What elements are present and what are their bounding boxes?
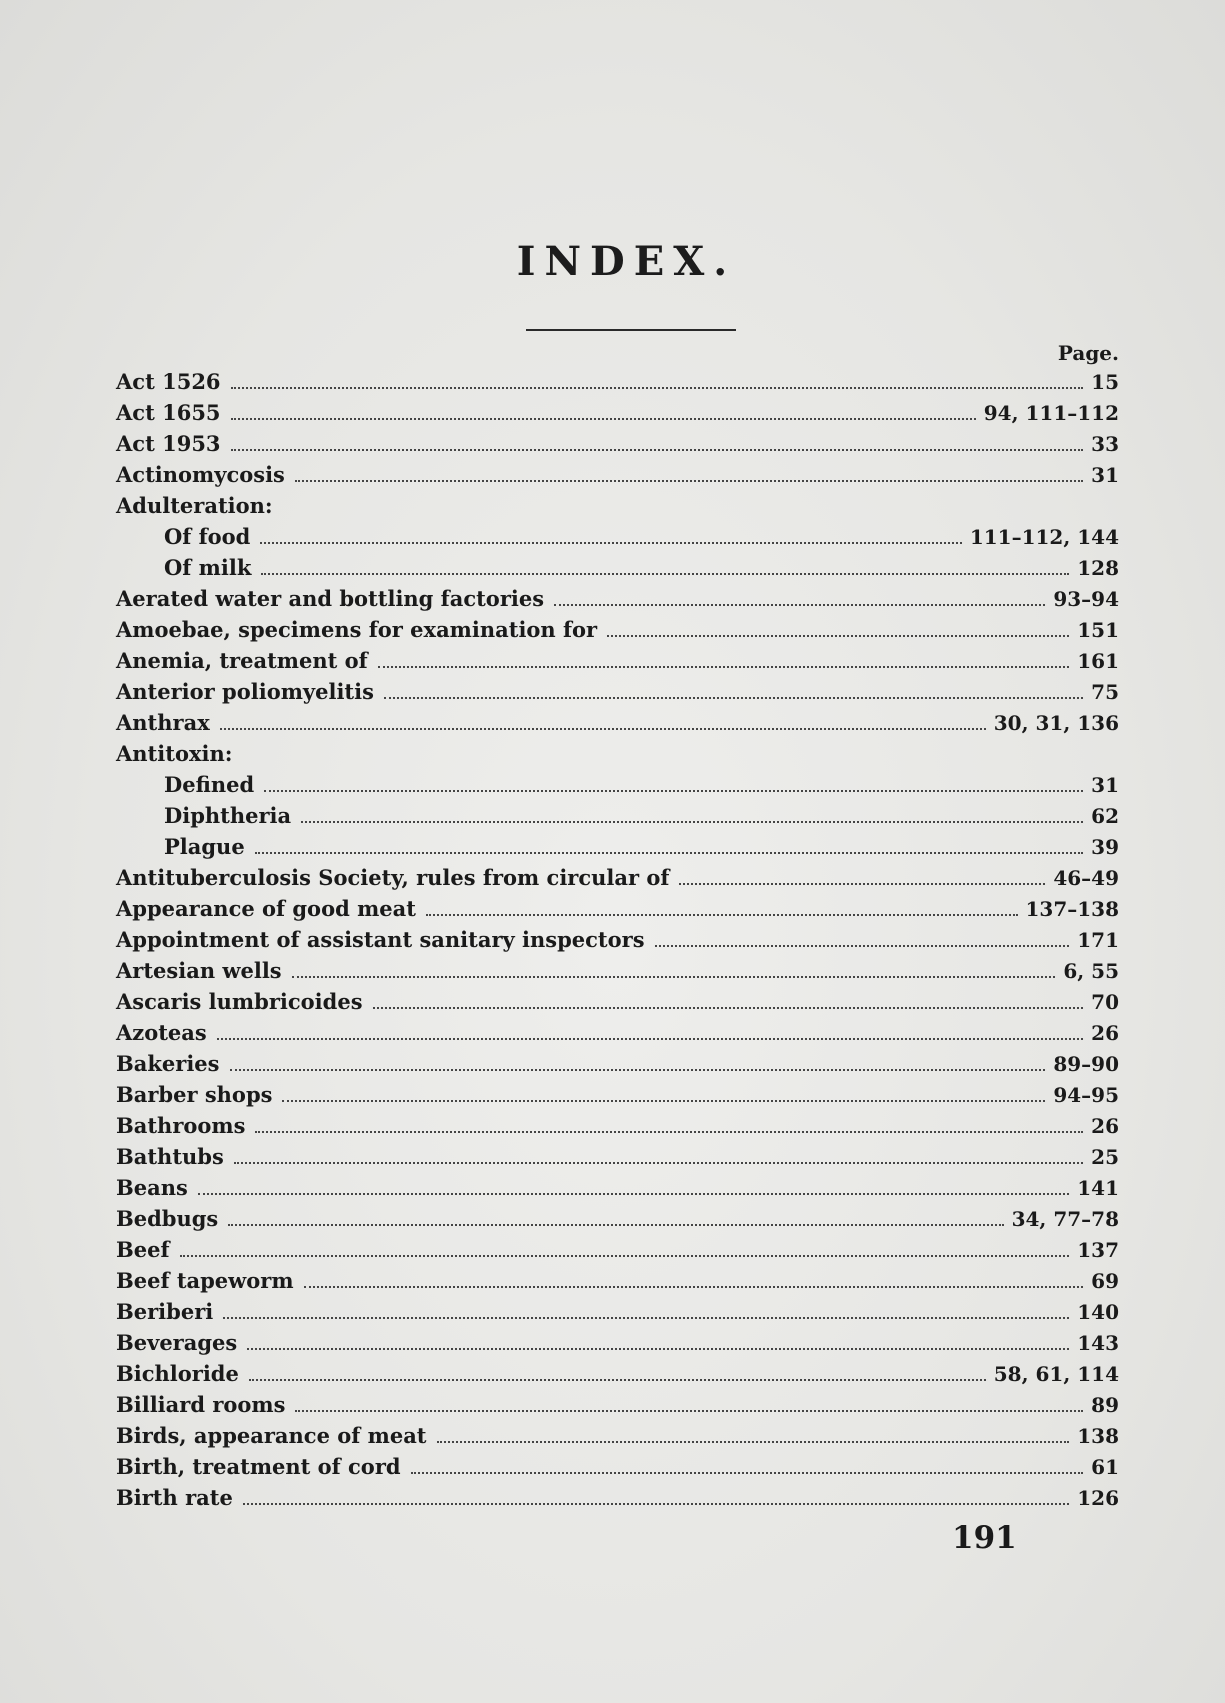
index-entry (116, 924, 1119, 955)
entry-page: 137–138 (1025, 897, 1119, 921)
entry-page: 69 (1091, 1269, 1119, 1293)
dot-leader (679, 883, 1045, 885)
entry-page: 140 (1077, 1300, 1119, 1324)
entry-label: Act 1655 (116, 400, 221, 425)
index-entry (116, 1234, 1119, 1265)
entry-label: Adulteration: (116, 493, 273, 518)
index-subentry (116, 800, 1119, 831)
entry-page: 161 (1077, 649, 1119, 673)
index-heading (116, 490, 1119, 521)
index-entry (116, 1327, 1119, 1358)
entry-label: Amoebae, specimens for examination for (116, 617, 598, 642)
dot-leader (247, 1348, 1069, 1350)
entry-label: Plague (164, 834, 245, 859)
entry-label: Beef (116, 1237, 170, 1262)
page-title: INDEX. (516, 238, 737, 285)
index-entry (116, 1110, 1119, 1141)
entry-page: 30, 31, 136 (993, 711, 1119, 735)
entry-label: Beriberi (116, 1299, 214, 1324)
entry-label: Birth rate (116, 1485, 233, 1510)
entry-page: 94–95 (1053, 1083, 1119, 1107)
entry-label: Defined (164, 772, 255, 797)
entry-label: Diphtheria (164, 803, 292, 828)
dot-leader (607, 635, 1069, 637)
dot-leader (249, 1379, 986, 1381)
entry-page: 126 (1077, 1486, 1119, 1510)
entry-label: Bakeries (116, 1051, 220, 1076)
entry-page: 141 (1077, 1176, 1119, 1200)
entry-label: Billiard rooms (116, 1392, 286, 1417)
entry-page: 93–94 (1053, 587, 1119, 611)
entry-page: 61 (1091, 1455, 1119, 1479)
index-entry (116, 1172, 1119, 1203)
entry-label: Bedbugs (116, 1206, 219, 1231)
dot-leader (378, 666, 1070, 668)
entry-page: 70 (1091, 990, 1119, 1014)
entry-page: 34, 77–78 (1011, 1207, 1119, 1231)
dot-leader (295, 480, 1083, 482)
entry-page: 89 (1091, 1393, 1119, 1417)
entry-label: Barber shops (116, 1082, 273, 1107)
entry-page: 31 (1091, 463, 1119, 487)
dot-leader (255, 1131, 1083, 1133)
index-subentry (116, 521, 1119, 552)
entry-label: Appearance of good meat (116, 896, 416, 921)
entry-page: 25 (1091, 1145, 1119, 1169)
dot-leader (301, 821, 1083, 823)
index-subentry (116, 769, 1119, 800)
index-entry (116, 1017, 1119, 1048)
entry-label: Anemia, treatment of (116, 648, 368, 673)
index-entry (116, 1420, 1119, 1451)
page-number: 191 (952, 1520, 1017, 1556)
entry-label: Appointment of assistant sanitary inspectors (116, 927, 645, 952)
dot-leader (228, 1224, 1003, 1226)
entry-page: 143 (1077, 1331, 1119, 1355)
title-rule (526, 329, 736, 331)
dot-leader (264, 790, 1083, 792)
index-entry (116, 1451, 1119, 1482)
entry-page: 6, 55 (1063, 959, 1119, 983)
dot-leader (260, 542, 961, 544)
index-entry (116, 862, 1119, 893)
index-entry (116, 583, 1119, 614)
entry-page: 31 (1091, 773, 1119, 797)
index-subentry (116, 831, 1119, 862)
index-entry (116, 1358, 1119, 1389)
dot-leader (230, 1069, 1046, 1071)
dot-leader (384, 697, 1083, 699)
entry-label: Birth, treatment of cord (116, 1454, 401, 1479)
entry-label: Of food (164, 524, 251, 549)
dot-leader (231, 449, 1084, 451)
dot-leader (282, 1100, 1045, 1102)
entry-label: Anthrax (116, 710, 210, 735)
entry-label: Beverages (116, 1330, 238, 1355)
dot-leader (243, 1503, 1069, 1505)
entry-label: Act 1953 (116, 431, 221, 456)
entry-page: 171 (1077, 928, 1119, 952)
index-entry (116, 1389, 1119, 1420)
entry-page: 58, 61, 114 (993, 1362, 1119, 1386)
index-entry (116, 366, 1119, 397)
index-entry (116, 1079, 1119, 1110)
index-entry (116, 459, 1119, 490)
index-entry (116, 707, 1119, 738)
dot-leader (231, 387, 1084, 389)
dot-leader (426, 914, 1018, 916)
dot-leader (292, 976, 1056, 978)
index-entry (116, 645, 1119, 676)
entry-label: Antitoxin: (116, 741, 233, 766)
index-entry (116, 614, 1119, 645)
index-entry (116, 986, 1119, 1017)
index-entry (116, 1482, 1119, 1513)
dot-leader (261, 573, 1069, 575)
entry-page: 94, 111–112 (983, 401, 1119, 425)
entry-page: 46–49 (1053, 866, 1119, 890)
dot-leader (198, 1193, 1069, 1195)
dot-leader (180, 1255, 1070, 1257)
entry-page: 75 (1091, 680, 1119, 704)
dot-leader (411, 1472, 1084, 1474)
entry-page: 137 (1077, 1238, 1119, 1262)
dot-leader (234, 1162, 1083, 1164)
index-entry (116, 1048, 1119, 1079)
entry-page: 89–90 (1053, 1052, 1119, 1076)
entry-page: 39 (1091, 835, 1119, 859)
entry-label: Aerated water and bottling factories (116, 586, 545, 611)
entry-page: 111–112, 144 (969, 525, 1119, 549)
entry-label: Anterior poliomyelitis (116, 679, 374, 704)
entry-label: Of milk (164, 555, 252, 580)
entry-label: Ascaris lumbricoides (116, 989, 363, 1014)
entry-label: Antituberculosis Society, rules from circular of (116, 865, 670, 890)
entry-label: Artesian wells (116, 958, 282, 983)
index-entry (116, 1265, 1119, 1296)
dot-leader (220, 728, 986, 730)
index-entry (116, 955, 1119, 986)
dot-leader (217, 1038, 1083, 1040)
entry-label: Bathrooms (116, 1113, 246, 1138)
entry-page: 138 (1077, 1424, 1119, 1448)
dot-leader (255, 852, 1083, 854)
entry-label: Azoteas (116, 1020, 207, 1045)
index-entry (116, 676, 1119, 707)
entry-label: Bichloride (116, 1361, 239, 1386)
index-subentry (116, 552, 1119, 583)
index-entry (116, 1203, 1119, 1234)
entry-label: Actinomycosis (116, 462, 285, 487)
page-column-label: Page. (1057, 341, 1119, 365)
entry-page: 15 (1091, 370, 1119, 394)
dot-leader (655, 945, 1070, 947)
entry-page: 128 (1077, 556, 1119, 580)
entry-label: Beef tapeworm (116, 1268, 294, 1293)
entry-page: 26 (1091, 1021, 1119, 1045)
entry-page: 26 (1091, 1114, 1119, 1138)
entry-page: 62 (1091, 804, 1119, 828)
index-entry (116, 1296, 1119, 1327)
entry-label: Act 1526 (116, 369, 221, 394)
index-entry (116, 397, 1119, 428)
dot-leader (437, 1441, 1070, 1443)
dot-leader (231, 418, 976, 420)
entry-label: Bathtubs (116, 1144, 224, 1169)
entry-page: 151 (1077, 618, 1119, 642)
dot-leader (373, 1007, 1084, 1009)
dot-leader (295, 1410, 1083, 1412)
dot-leader (554, 604, 1045, 606)
entry-label: Birds, appearance of meat (116, 1423, 427, 1448)
index-heading (116, 738, 1119, 769)
index-entry (116, 428, 1119, 459)
entry-label: Beans (116, 1175, 188, 1200)
index-entry (116, 893, 1119, 924)
dot-leader (304, 1286, 1084, 1288)
index-entry (116, 1141, 1119, 1172)
entry-page: 33 (1091, 432, 1119, 456)
index-entries (116, 366, 1119, 1513)
dot-leader (223, 1317, 1069, 1319)
